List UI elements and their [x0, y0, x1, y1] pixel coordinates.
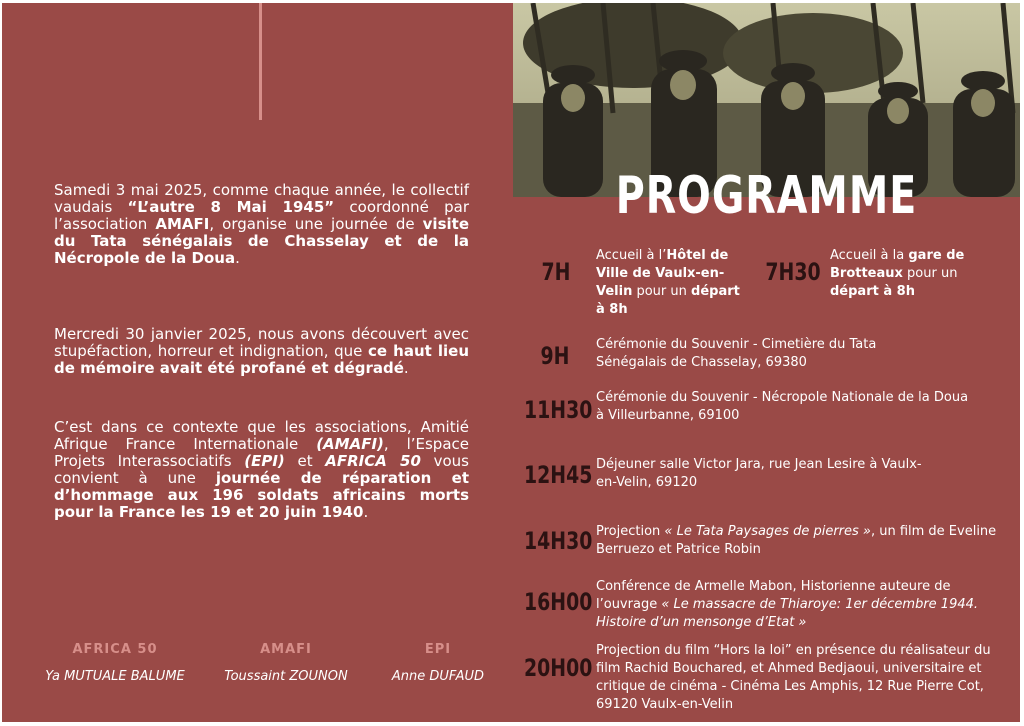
desc-text: Projection: [596, 524, 665, 539]
arrival-7h-description: [596, 247, 746, 319]
intro-text: , l’Espace Projets Interassociatifs: [54, 435, 469, 470]
intro-text: Mercredi 30 janvier 2025, nous avons découvert avec stupéfaction, horreur et indignation, que: [54, 325, 469, 360]
desecration-text: ce haut lieu de mémoire avait été profané et dégradé: [54, 342, 469, 377]
film-title: « Le Tata Paysages de pierres »: [664, 524, 871, 539]
programme-title: PROGRAMME: [615, 166, 918, 227]
epi-acronym: (EPI): [244, 452, 285, 470]
frame-left-border: [0, 0, 2, 726]
person-amafi: Toussaint ZOUNON: [224, 669, 348, 684]
intro-text: .: [403, 359, 409, 377]
item-20h00-description: Projection du film “Hors la loi” en présence du réalisateur du film Rachid Bouchared, et Ahmed Bedjaoui, universitaire et critique de cinéma - Cinéma Les Amphis, 12 Rue Pierre Cot, 69120 Vaulx-en-Velin: [596, 643, 991, 712]
item-11h30-description: Cérémonie du Souvenir - Nécropole Nationale de la Doua à Villeurbanne, 69100: [596, 390, 969, 423]
desc-text: Accueil à la: [830, 248, 909, 263]
desc-text: , un film de Eveline Berruezo et Patrice Robin: [596, 524, 997, 557]
intro-text: .: [235, 249, 240, 267]
depart-8h: départ à 8h: [830, 284, 915, 299]
desc-text: pour un: [632, 284, 692, 299]
intro-text: vous convient à une: [54, 452, 469, 487]
item-14h30-description: [596, 523, 1010, 559]
intro-text: , organise une journée de: [209, 215, 423, 233]
org-amafi: AMAFI: [260, 642, 312, 657]
intro-text: .: [363, 503, 369, 521]
hotel-de-ville: Hôtel de Ville de Vaulx-en-Velin: [596, 248, 729, 299]
desc-text: Accueil à l’: [596, 248, 667, 263]
time-7h: 7H: [541, 258, 571, 286]
person-epi: Anne DUFAUD: [391, 669, 485, 684]
item-9h-description: Cérémonie du Souvenir - Cimetière du Tata Sénégalais de Chasselay, 69380: [596, 337, 877, 370]
desc-text: pour un: [902, 266, 958, 281]
person-africa50: Ya MUTUALE BALUME: [45, 669, 185, 684]
decorative-vertical-line: [259, 3, 262, 120]
org-africa50: AFRICA 50: [72, 642, 158, 657]
desc-text: Conférence de Armelle Mabon, Historienne auteure de l’ouvrage: [596, 579, 951, 612]
item-12h45-description: Déjeuner salle Victor Jara, rue Jean Lesire à Vaulx-en-Velin, 69120: [596, 457, 922, 490]
item-16h00-description: [596, 578, 1006, 632]
frame-right-border: [1020, 0, 1024, 726]
book-title: « Le massacre de Thiaroye: 1er décembre 1944. Histoire d’un mensonge d’Etat »: [596, 597, 979, 630]
time-16h00: 16H00: [524, 588, 593, 616]
time-14h30: 14H30: [524, 527, 593, 555]
time-7h30: 7H30: [765, 258, 821, 286]
intro-paragraph-3: [54, 419, 469, 521]
gare-brotteaux: gare de Brotteaux: [830, 248, 965, 281]
frame-bottom-border: [0, 722, 1024, 726]
arrival-7h30-description: [830, 247, 980, 301]
time-11h30: 11H30: [524, 396, 593, 424]
intro-text: C’est dans ce contexte que les associations, Amitié Afrique France Internationale: [54, 418, 469, 453]
time-9h: 9H: [540, 342, 570, 370]
time-20h00: 20H00: [524, 654, 593, 682]
intro-text: Samedi 3 mai 2025, comme chaque année, le collectif vaudais: [54, 181, 469, 216]
intro-paragraph-2: [54, 326, 469, 377]
time-12h45: 12H45: [524, 461, 593, 489]
org-epi: EPI: [424, 642, 452, 657]
intro-text: coordonné par l’association: [54, 198, 469, 233]
africa50-name: AFRICA 50: [325, 452, 421, 470]
depart-8h: départ à 8h: [596, 284, 740, 317]
amafi-name: AMAFI: [155, 215, 210, 233]
intro-paragraph-1: [54, 182, 469, 267]
amafi-acronym: (AMAFI): [316, 435, 384, 453]
intro-text: et: [284, 452, 326, 470]
visit-description: visite du Tata sénégalais de Chasselay et de la Nécropole de la Doua: [54, 215, 469, 267]
hommage-description: journée de réparation et d’hommage aux 196 soldats africains morts pour la France les 19 et 20 juin 1940: [54, 469, 469, 521]
collectif-name: “L’autre 8 Mai 1945”: [127, 198, 335, 216]
